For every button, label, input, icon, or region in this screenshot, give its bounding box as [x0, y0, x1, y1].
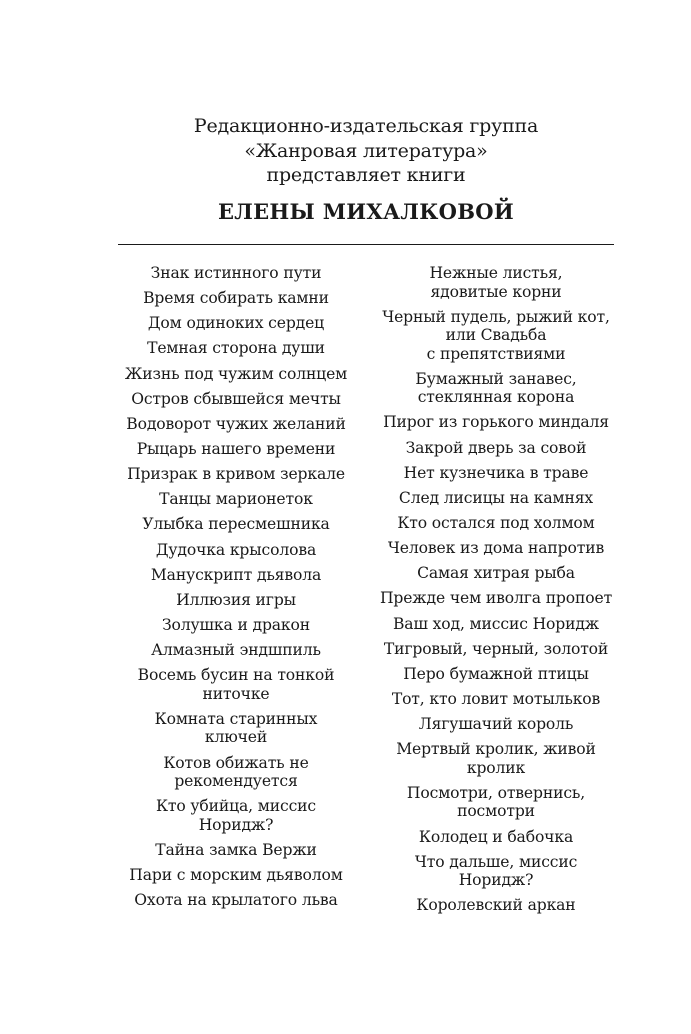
- book-title-line: или Свадьба: [445, 326, 547, 345]
- book-title-line: Тот, кто ловит мотыльков: [391, 689, 601, 708]
- book-title: [373, 690, 619, 709]
- book-title: [373, 828, 619, 847]
- book-title-line: стеклянная корона: [417, 388, 575, 407]
- book-title: [113, 264, 359, 283]
- book-title: [113, 666, 359, 703]
- book-title-line: Танцы марионеток: [159, 490, 313, 509]
- book-title-line: Пирог из горького миндаля: [383, 413, 609, 432]
- book-title-line: Тигровый, черный, золотой: [383, 639, 609, 658]
- book-title-line: Алмазный эндшпиль: [151, 641, 321, 660]
- book-title-line: Время собирать камни: [143, 289, 329, 308]
- book-title: [373, 853, 619, 890]
- publisher-line: «Жанровая литература»: [244, 139, 488, 162]
- book-title: [113, 797, 359, 834]
- book-title: [373, 308, 619, 364]
- book-title: [113, 465, 359, 484]
- book-title-line: Нет кузнечика в траве: [403, 463, 589, 482]
- book-title-line: Манускрипт дьявола: [150, 565, 322, 584]
- book-title-line: Ваш ход, миссис Норидж: [393, 614, 599, 633]
- book-title-line: Черный пудель, рыжий кот,: [382, 307, 610, 326]
- book-title: [113, 616, 359, 635]
- book-title: [113, 541, 359, 560]
- book-title: [113, 314, 359, 333]
- book-title: [113, 566, 359, 585]
- book-title-line: Комната старинных: [154, 709, 318, 728]
- book-title-line: Темная сторона души: [147, 339, 325, 358]
- book-title-line: Норидж?: [458, 871, 534, 890]
- book-title: [113, 289, 359, 308]
- book-title-line: Жизнь под чужим солнцем: [124, 364, 348, 383]
- publisher-line: Редакционно-издательская группа: [193, 115, 539, 137]
- book-title: [373, 539, 619, 558]
- book-title-line: Кто остался под холмом: [397, 513, 595, 532]
- book-title: [113, 415, 359, 434]
- book-title-line: Иллюзия игры: [176, 590, 296, 609]
- book-title-line: Нежные листья,: [429, 264, 563, 282]
- book-title-line: Рыцарь нашего времени: [136, 439, 336, 458]
- book-title-line: Бумажный занавес,: [415, 369, 577, 388]
- book-title: [113, 440, 359, 459]
- book-list-left: [113, 264, 359, 916]
- book-title-line: рекомендуется: [174, 772, 298, 791]
- book-title: [373, 896, 619, 915]
- book-title: [373, 740, 619, 777]
- book-title-line: Колодец и бабочка: [418, 827, 574, 846]
- book-title-line: Золушка и дракон: [161, 615, 311, 634]
- book-title-line: кролик: [466, 758, 526, 777]
- book-title: [373, 514, 619, 533]
- book-title-line: Посмотри, отвернись,: [406, 783, 586, 802]
- book-title-line: След лисицы на камнях: [398, 488, 594, 507]
- book-list-right: [373, 264, 619, 921]
- book-title: [113, 591, 359, 610]
- book-title: [373, 439, 619, 458]
- book-title-line: Самая хитрая рыба: [417, 564, 575, 583]
- book-title: [113, 515, 359, 534]
- book-title-line: Королевский аркан: [416, 896, 576, 915]
- book-title: [113, 390, 359, 409]
- book-title-line: Закрой дверь за совой: [405, 438, 587, 457]
- book-title-line: ниточке: [202, 684, 270, 703]
- book-title: [113, 841, 359, 860]
- book-title-line: Дудочка крысолова: [155, 540, 317, 559]
- book-title: [373, 264, 619, 301]
- book-title: [113, 866, 359, 885]
- book-title-line: Человек из дома напротив: [387, 539, 605, 558]
- book-title: [113, 891, 359, 910]
- book-title-line: Охота на крылатого льва: [134, 891, 338, 910]
- book-title-line: Прежде чем иволга пропоет: [379, 589, 613, 608]
- book-title: [373, 489, 619, 508]
- book-title: [373, 564, 619, 583]
- book-title-line: Мертвый кролик, живой: [396, 740, 596, 759]
- book-title: [113, 710, 359, 747]
- book-title: [373, 640, 619, 659]
- book-title-line: Тайна замка Вержи: [155, 840, 317, 859]
- book-title-line: Пари с морским дьяволом: [129, 865, 343, 884]
- book-title-line: посмотри: [457, 802, 535, 821]
- book-title-line: Лягушачий король: [418, 715, 574, 734]
- book-title: [373, 413, 619, 432]
- publisher-line: представляет книги: [266, 164, 466, 186]
- book-title-line: Знак истинного пути: [150, 264, 322, 282]
- book-title-line: Что дальше, миссис: [414, 852, 578, 871]
- book-title: [113, 754, 359, 791]
- book-title-line: ядовитые корни: [430, 282, 562, 301]
- book-title-line: Норидж?: [198, 815, 274, 834]
- book-title: [373, 784, 619, 821]
- book-title-line: Восемь бусин на тонкой: [137, 666, 335, 685]
- book-title-line: с препятствиями: [426, 344, 566, 363]
- book-title-line: Призрак в кривом зеркале: [127, 465, 345, 484]
- book-title: [373, 615, 619, 634]
- book-title: [373, 715, 619, 734]
- book-title-line: Котов обижать не: [163, 753, 309, 772]
- publisher-intro: [0, 114, 691, 188]
- book-title-line: ключей: [204, 728, 268, 747]
- book-title: [373, 370, 619, 407]
- book-title: [113, 490, 359, 509]
- author-name: ЕЛЕНЫ МИХАЛКОВОЙ: [217, 199, 515, 224]
- book-title: [113, 365, 359, 384]
- book-title: [373, 464, 619, 483]
- book-title-line: Перо бумажной птицы: [403, 664, 589, 683]
- book-title-line: Улыбка пересмешника: [142, 515, 330, 534]
- book-title: [113, 339, 359, 358]
- book-title: [373, 665, 619, 684]
- book-title-line: Дом одиноких сердец: [147, 314, 325, 333]
- book-title-line: Кто убийца, миссис: [155, 797, 317, 816]
- book-title: [373, 589, 619, 608]
- book-title: [113, 641, 359, 660]
- divider-line: [118, 244, 614, 245]
- book-title-line: Остров сбывшейся мечты: [131, 389, 341, 408]
- book-title-line: Водоворот чужих желаний: [126, 414, 346, 433]
